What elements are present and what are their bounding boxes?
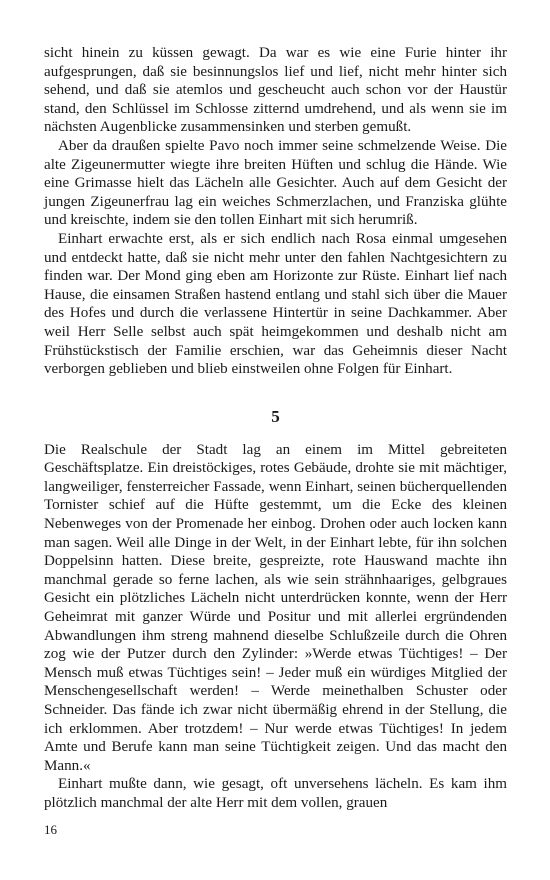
paragraph: Die Realschule der Stadt lag an einem im Mittel gebreiteten Geschäftsplatze. Ein dreistöckiges, rotes Gebäude, drohte sie mit mächtiger, langweiliger, fensterreicher Fassade, wenn Einhart, seinen bücherquellenden Tornister schief auf die Hüfte gestemmt, um die Ecke des kleinen Nebenweges von der Promenade her einbog. Drohen oder auch locken kann man sagen. Weil alle Dinge in der Welt, in der Einhart lebte, für ihn solchen Doppelsinn hatten. Diese breite, gespreizte, rote Hauswand machte ihn manchmal gerade so ferne lachen, als wie sein strähnhaariges, gelbgraues Gesicht ein plötzliches Lächeln nicht unterdrücken konnte, wenn der Herr Geheimrat mit ganzer Würde und Positur und mit allerlei ergründenden Abwandlungen ihm streng mahnend dieselbe Schlußzeile durch die Ohren zog wie der Putzer durch den Zylinder: »Werde etwas Tüchtiges! – Der Mensch muß etwas Tüchtiges sein! – Jeder muß ein würdiges Mitglied der Menschengesellschaft werden! – Werde meinethalben Schuster oder Schneider. Das fände ich zwar nicht übermäßig ehrend in der Stellung, die ich erklommen. Aber trotzdem! – Nur werde etwas Tüchtiges! In jedem Amte und Berufe kann man seine Tüchtigkeit zeigen. Und das macht den Mann.« (44, 441, 507, 774)
paragraph: sicht hinein zu küssen gewagt. Da war es wie eine Furie hinter ihr aufgesprungen, daß sie besinnungslos lief und lief, nicht mehr hinter sich sehend, und daß sie atemlos und gescheucht auch schon vor der Haustür stand, den Schlüssel im Schlosse zitternd umdrehend, und als wenn sie im nächsten Augenblicke zusammensinken und sterben gemußt. (44, 45, 507, 136)
page-number: 16 (44, 822, 57, 837)
chapter-heading: 5 (271, 406, 280, 426)
paragraph: Einhart erwachte erst, als er sich endlich nach Rosa einmal umgesehen und entdeckt hatte, daß sie nicht mehr unter den fahlen Nachtgesichtern zu finden war. Der Mond ging eben am Horizonte zur Rüste. Einhart lief nach Hause, die einsamen Straßen hastend entlang und stahl sich über die Mauer des Hofes und durch die verlassene Hintertür in seine Dachkammer. Aber weil Herr Selle selbst auch spät heimgekommen und deshalb nicht am Frühstückstisch der Familie erschien, war das Geheimnis dieser Nacht verborgen geblieben und blieb einstweilen ohne Folgen für Einhart. (44, 230, 507, 378)
page-text-block (44, 44, 507, 813)
paragraph: Aber da draußen spielte Pavo noch immer seine schmelzende Weise. Die alte Zigeunermutter wiegte ihre breiten Hüften und schlug die Hände. Wie eine Grimasse hielt das Lächeln alle Gesichter. Auch auf dem Gesicht der jungen Zigeunerfrau lag ein weiches Schmerzlachen, und Franziska glühte und kreischte, indem sie den tollen Einhart mit sich herumriß. (44, 137, 507, 229)
paragraph: Einhart mußte dann, wie gesagt, oft unversehens lächeln. Es kam ihm plötzlich manchmal der alte Herr mit dem vollen, grauen (44, 776, 507, 811)
